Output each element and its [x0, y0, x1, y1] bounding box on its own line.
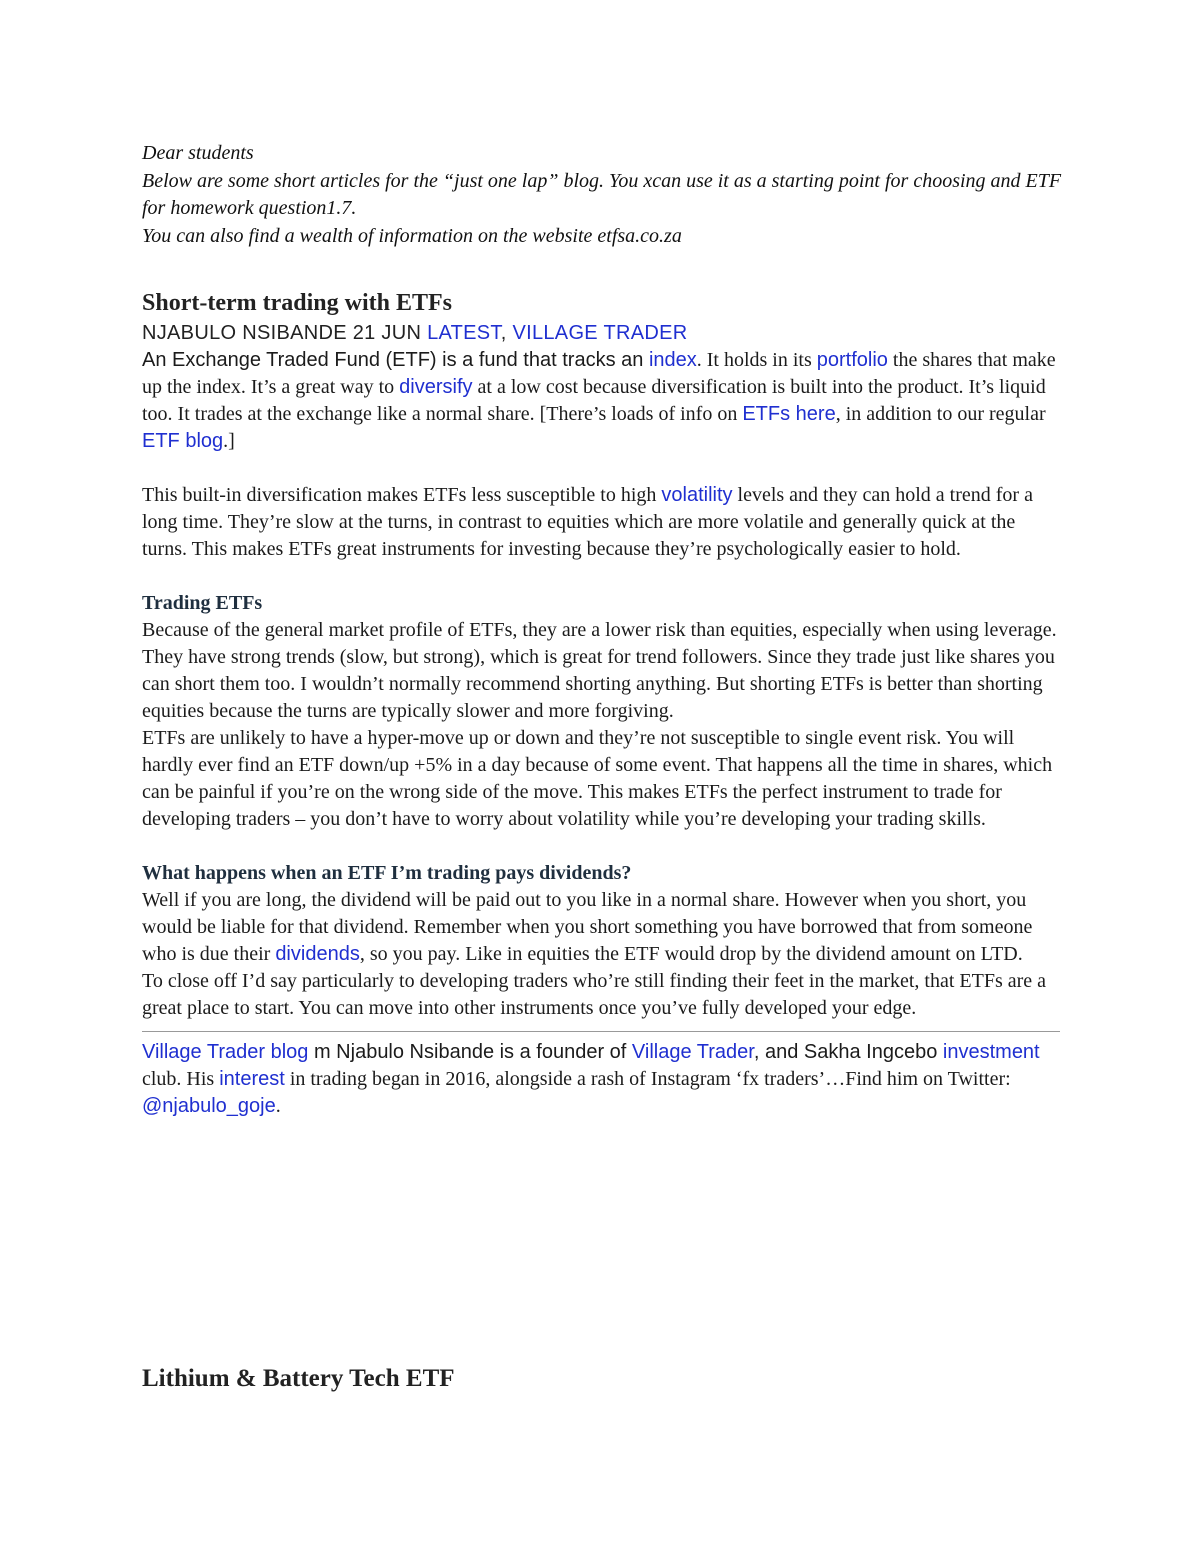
intro-greeting: Dear students [142, 142, 254, 164]
section1-paragraph-2: ETFs are unlikely to have a hyper-move up or down and they’re not susceptible to single event risk. You will hardly ever find an ETF down/up +5% in a day because of some event. That happens all the time in shares, which can be painful if you’re on the wrong side of the move. This makes ETFs the perfect instrument to trade for developing traders – you don’t have to worry about volatility while you’re developing your trading skills. [142, 727, 1053, 830]
bio-text: m Njabulo Nsibande is a founder of [308, 1041, 632, 1063]
link-twitter-handle[interactable]: @njabulo_goje [142, 1095, 276, 1117]
article-title: Short-term trading with ETFs [142, 290, 452, 316]
bio-text: . [275, 1095, 281, 1117]
article-paragraph-1 [142, 347, 1062, 455]
paragraph-text: .] [223, 430, 235, 452]
section2-paragraph-1 [142, 887, 1062, 968]
link-index[interactable]: index [648, 349, 697, 371]
category-link-latest[interactable]: LATEST [427, 322, 501, 344]
category-link-village-trader[interactable]: VILLAGE TRADER [512, 322, 688, 344]
link-investment[interactable]: investment [942, 1041, 1040, 1063]
paragraph-text: . It holds in its [696, 349, 817, 371]
paragraph-text: the shares that make up the index. It’s a great way to [142, 349, 1056, 398]
paragraph-text: at a low cost because diversification is built into the product. It’s liquid too. It trades at the exchange like a normal share. [There’s loads of info on [142, 376, 1046, 425]
section-heading-trading-etfs: Trading ETFs [142, 592, 263, 614]
bio-text: in trading began in 2016, alongside a rash of Instagram ‘fx traders’…Find him on Twitter: [284, 1068, 1011, 1090]
section-heading-dividends: What happens when an ETF I’m trading pays dividends? [142, 862, 632, 884]
article-byline [142, 319, 1062, 347]
author-bio [142, 1039, 1062, 1120]
spacer [142, 833, 1062, 860]
section1-paragraph-1: Because of the general market profile of ETFs, they are a lower risk than equities, especially when using leverage. They have strong trends (slow, but strong), which is great for trend followers. Since they trade just like shares you can short them too. I wouldn’t normally recommend shorting anything. But shorting ETFs is better than shorting equities because the turns are typically slower and more forgiving. [142, 619, 1057, 722]
paragraph-text: , in addition to our regular [835, 403, 1046, 425]
byline-author-date: NJABULO NSIBANDE 21 JUN [142, 322, 428, 344]
horizontal-divider [142, 1031, 1060, 1032]
link-interest[interactable]: interest [219, 1068, 285, 1090]
paragraph-text: levels and they can hold a trend for a long time. They’re slow at the turns, in contrast to equities which are more volatile and generally quick at the turns. This makes ETFs great instruments for investing because they’re psychologically easier to hold. [142, 484, 1033, 560]
link-village-trader-blog[interactable]: Village Trader blog [142, 1041, 309, 1063]
intro-website-note: You can also find a wealth of information on the website etfsa.co.za [142, 224, 682, 247]
intro-body: Below are some short articles for the “just one lap” blog. You xcan use it as a starting point for choosing and ETF for homework question1.7. [142, 169, 1062, 219]
intro-note [142, 140, 1062, 250]
link-volatility[interactable]: volatility [661, 484, 733, 506]
byline-separator: , [500, 322, 513, 344]
link-dividends[interactable]: dividends [275, 943, 360, 965]
section2-paragraph-2: To close off I’d say particularly to developing traders who’re still finding their feet in the market, that ETFs are a great place to start. You can move into other instruments once you’ve fully developed your edge. [142, 970, 1047, 1019]
paragraph-text: An Exchange Traded Fund (ETF) is a fund that tracks an [142, 349, 649, 371]
link-etf-blog[interactable]: ETF blog [142, 430, 224, 452]
paragraph-text: This built-in diversification makes ETFs less susceptible to high [142, 484, 662, 506]
article-paragraph-2 [142, 482, 1062, 563]
next-article-title: Lithium & Battery Tech ETF [142, 1365, 455, 1392]
spacer [142, 563, 1062, 590]
link-etfs-here[interactable]: ETFs here [742, 403, 836, 425]
bio-text: club. His [142, 1068, 220, 1090]
document-content [142, 140, 1062, 1392]
spacer [142, 455, 1062, 482]
bio-text: , and Sakha Ingcebo [753, 1041, 943, 1063]
paragraph-text: Well if you are long, the dividend will be paid out to you like in a normal share. However when you short, you would be liable for that dividend. Remember when you short something you have borrowed that from someone who is due their [142, 889, 1033, 965]
link-portfolio[interactable]: portfolio [816, 349, 888, 371]
link-village-trader[interactable]: Village Trader [631, 1041, 754, 1063]
link-diversify[interactable]: diversify [399, 376, 473, 398]
paragraph-text: , so you pay. Like in equities the ETF would drop by the dividend amount on LTD. [359, 943, 1023, 965]
